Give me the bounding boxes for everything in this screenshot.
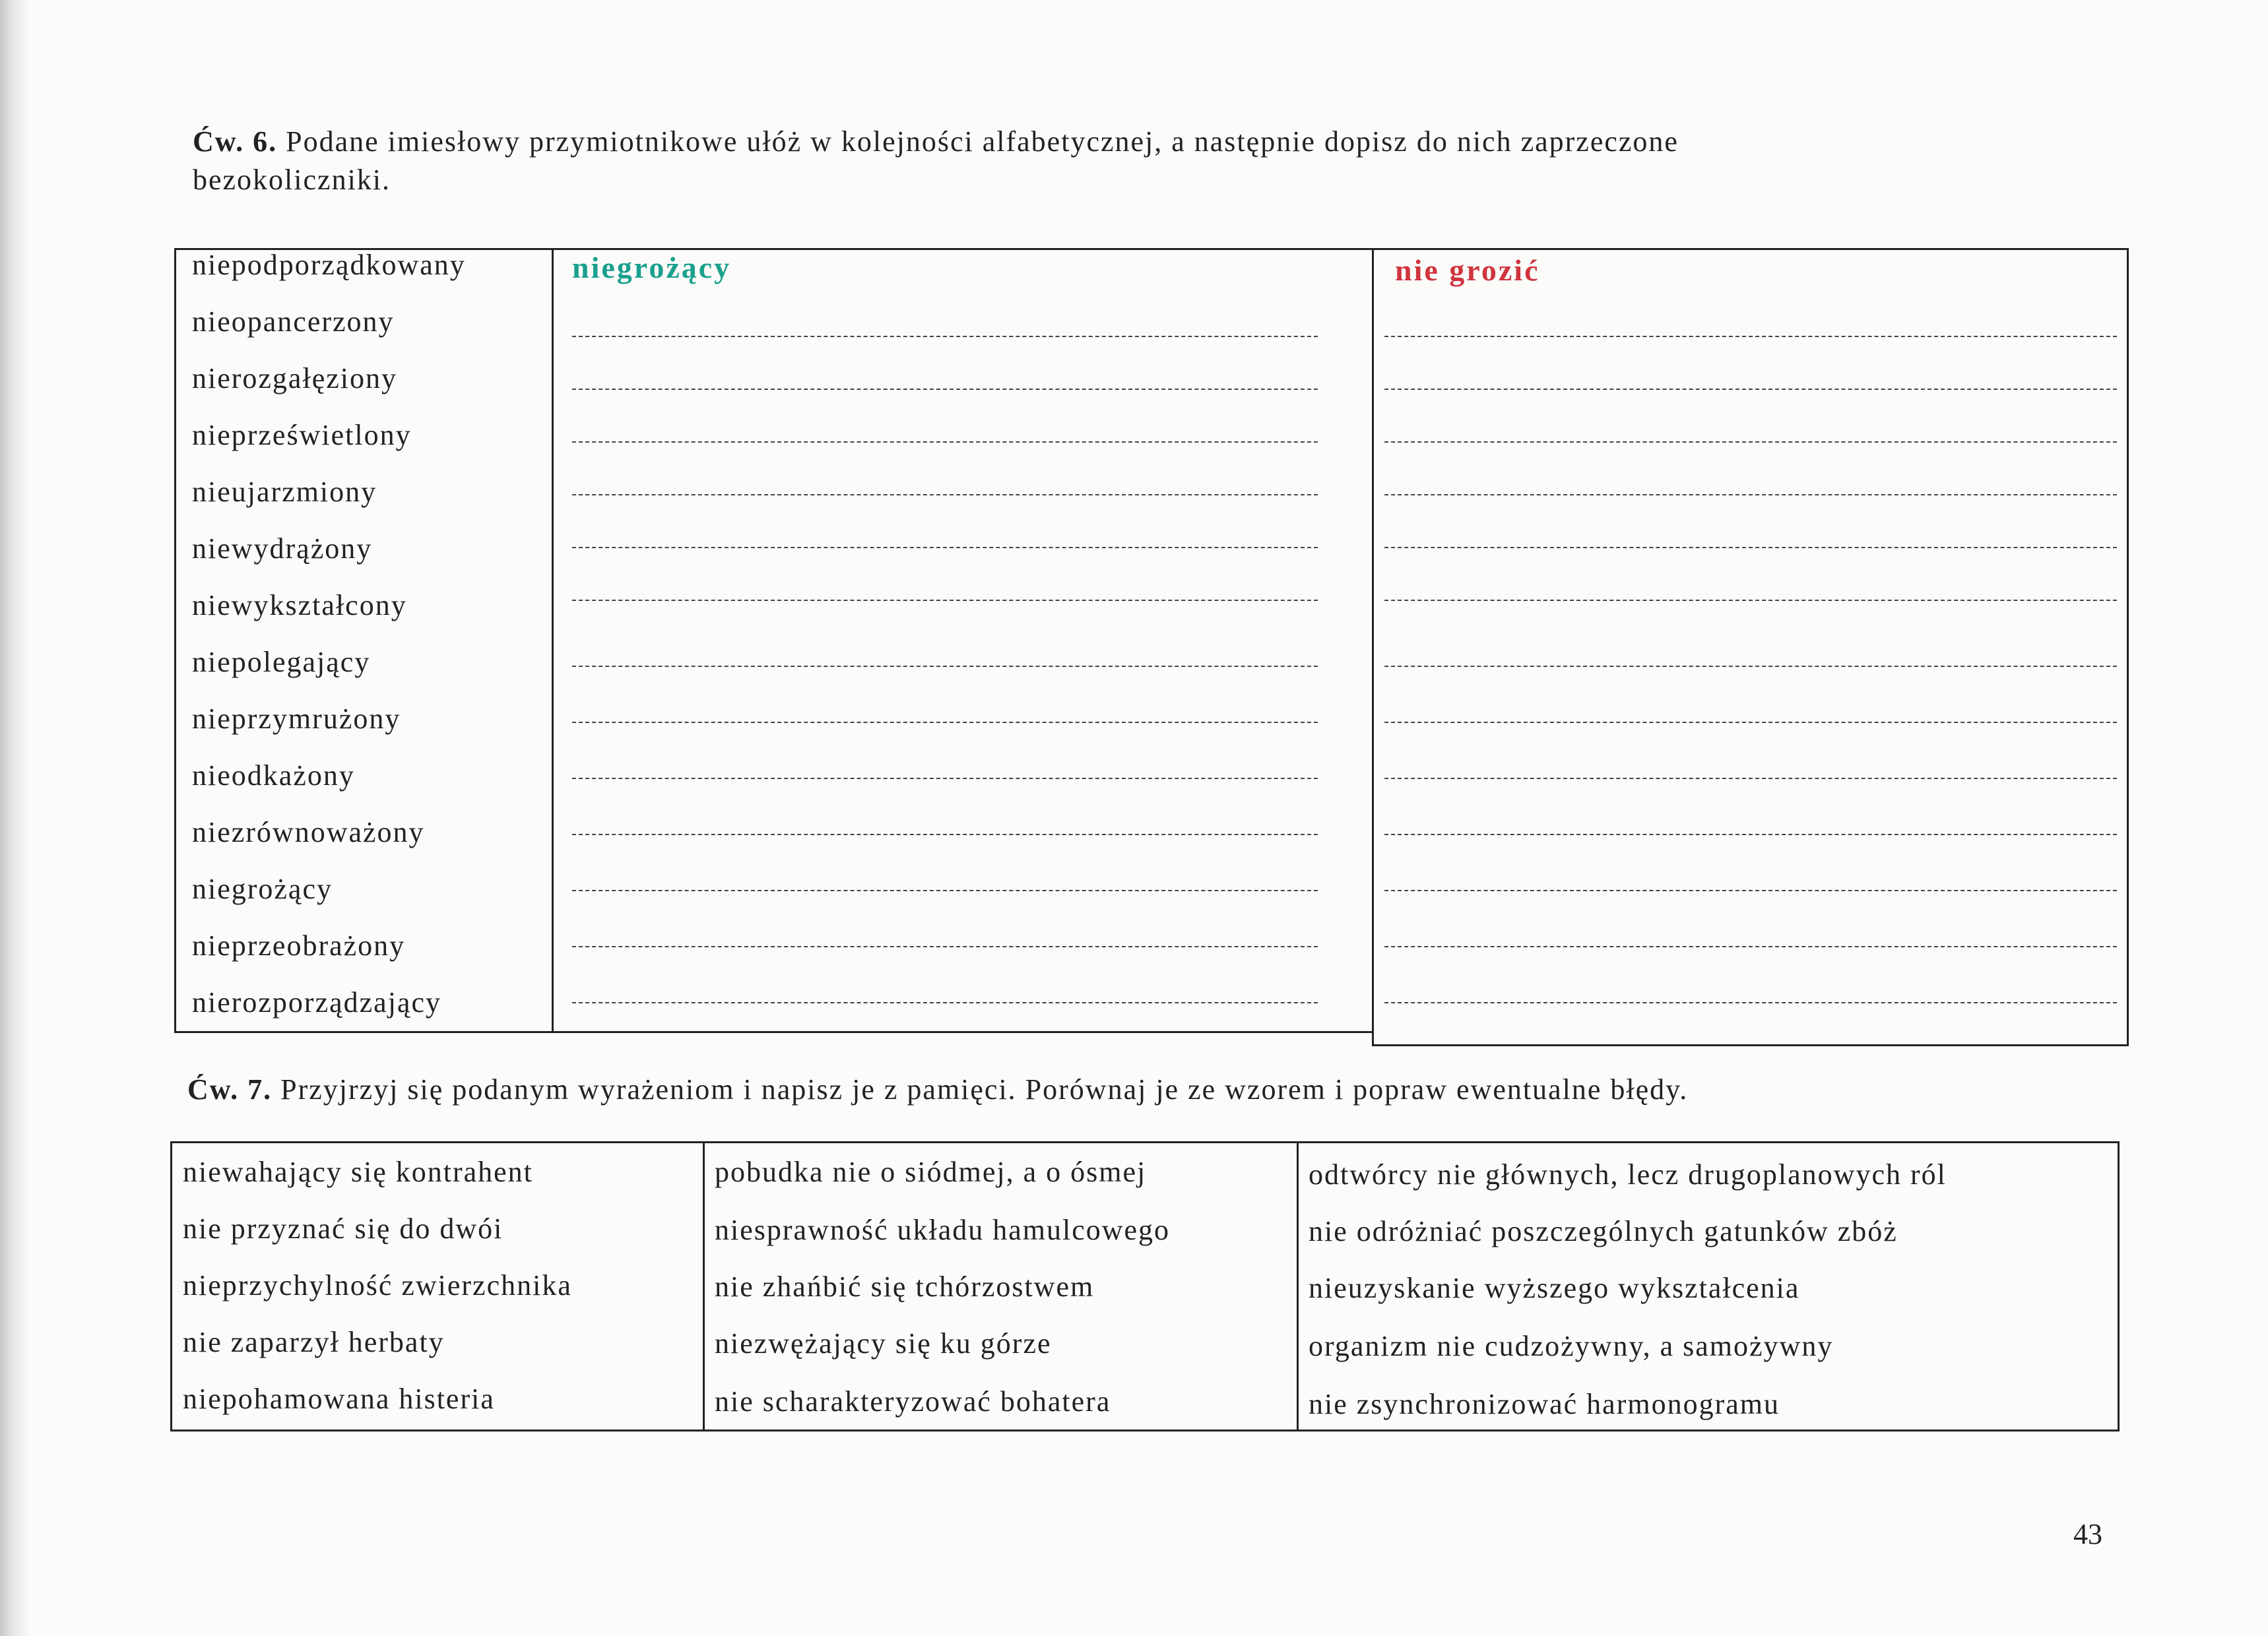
word-item: nieopancerzony	[192, 305, 395, 338]
sample-infinitive: nie grozić	[1395, 253, 1540, 287]
answer-line[interactable]	[1384, 834, 2117, 835]
word-item: niewykształcony	[192, 589, 407, 621]
page-number: 43	[2073, 1518, 2102, 1550]
answer-line[interactable]	[1384, 666, 2117, 667]
answer-line[interactable]	[572, 389, 1318, 390]
column-divider	[703, 1141, 705, 1432]
answer-line[interactable]	[1384, 600, 2117, 601]
phrase-cell: nie zaparzył herbaty	[183, 1326, 445, 1358]
exercise-7-text: Przyjrzyj się podanym wyrażeniom i napisz je z pamięci. Porównaj je ze wzorem i popraw ewentualne błędy.	[280, 1073, 1689, 1106]
exercise-7-label: Ćw. 7.	[187, 1073, 273, 1106]
answer-line[interactable]	[572, 890, 1318, 891]
answer-line[interactable]	[1384, 441, 2117, 443]
book-binding-shadow	[0, 0, 30, 1636]
phrase-cell: nieuzyskanie wyższego wykształcenia	[1309, 1272, 1800, 1304]
answer-line[interactable]	[1384, 890, 2117, 891]
phrase-cell: nie zsynchronizować harmonogramu	[1309, 1388, 1780, 1420]
column-divider	[1297, 1141, 1299, 1432]
answer-line[interactable]	[572, 722, 1318, 723]
exercise-6-label: Ćw. 6.	[193, 125, 278, 158]
exercise-7-instruction	[187, 1073, 2101, 1106]
word-item: niepodporządkowany	[192, 249, 466, 281]
participle-list-column	[174, 248, 554, 1033]
phrase-cell: nie odróżniać poszczególnych gatunków zbóż	[1309, 1215, 1898, 1247]
exercise-6-instruction	[193, 123, 2060, 199]
word-item: nieujarzmiony	[192, 476, 377, 508]
answer-line[interactable]	[1384, 547, 2117, 548]
word-item: nieodkażony	[192, 759, 355, 792]
answer-line[interactable]	[572, 547, 1318, 548]
phrase-cell: nieprzychylność zwierzchnika	[183, 1269, 572, 1302]
answer-line[interactable]	[572, 1002, 1318, 1003]
word-item: niewydrążony	[192, 532, 373, 565]
phrase-cell: odtwórcy nie głównych, lecz drugoplanowych ról	[1309, 1158, 1947, 1191]
answer-line[interactable]	[1384, 336, 2117, 337]
phrase-cell: niepohamowana histeria	[183, 1383, 495, 1415]
exercise-7-table	[170, 1141, 2120, 1432]
exercise-6-table	[174, 248, 2129, 1033]
answer-line[interactable]	[572, 946, 1318, 947]
answer-line[interactable]	[572, 666, 1318, 667]
word-item: niegrożący	[192, 873, 333, 905]
answer-line[interactable]	[1384, 946, 2117, 947]
phrase-cell: organizm nie cudzożywny, a samożywny	[1309, 1330, 1834, 1362]
phrase-cell: nie zhańbić się tchórzostwem	[715, 1271, 1095, 1303]
word-item: nieprześwietlony	[192, 419, 412, 451]
exercise-6-text-line2: bezokoliczniki.	[193, 164, 391, 196]
infinitive-answer-column	[1372, 248, 2129, 1046]
word-item: nierozgałęziony	[192, 362, 397, 394]
answer-line[interactable]	[572, 336, 1318, 337]
phrase-cell: nie scharakteryzować bohatera	[715, 1385, 1111, 1418]
answer-line[interactable]	[572, 441, 1318, 443]
phrase-cell: nie przyznać się do dwói	[183, 1212, 503, 1245]
sample-participle: niegrożący	[572, 251, 732, 284]
exercise-6-text: Podane imiesłowy przymiotnikowe ułóż w kolejności alfabetycznej, a następnie dopisz do nich zaprzeczone	[286, 125, 1679, 158]
word-item: nieprzeobrażony	[192, 929, 406, 962]
phrase-cell: niewahający się kontrahent	[183, 1156, 533, 1188]
word-item: nieprzymrużony	[192, 703, 401, 735]
answer-line[interactable]	[1384, 389, 2117, 390]
word-item: nierozporządzający	[192, 986, 441, 1019]
answer-line[interactable]	[572, 778, 1318, 779]
answer-line[interactable]	[1384, 778, 2117, 779]
answer-line[interactable]	[1384, 722, 2117, 723]
phrase-cell: niezwężający się ku górze	[715, 1327, 1052, 1360]
answer-line[interactable]	[1384, 1002, 2117, 1003]
answer-line[interactable]	[572, 494, 1318, 495]
phrase-cell: pobudka nie o siódmej, a o ósmej	[715, 1156, 1147, 1188]
word-item: niepolegający	[192, 646, 371, 678]
word-item: niezrównoważony	[192, 816, 425, 848]
answer-line[interactable]	[572, 600, 1318, 601]
answer-line[interactable]	[572, 834, 1318, 835]
alphabetical-answer-column	[554, 248, 1372, 1033]
phrase-cell: niesprawność układu hamulcowego	[715, 1214, 1171, 1246]
answer-line[interactable]	[1384, 494, 2117, 495]
